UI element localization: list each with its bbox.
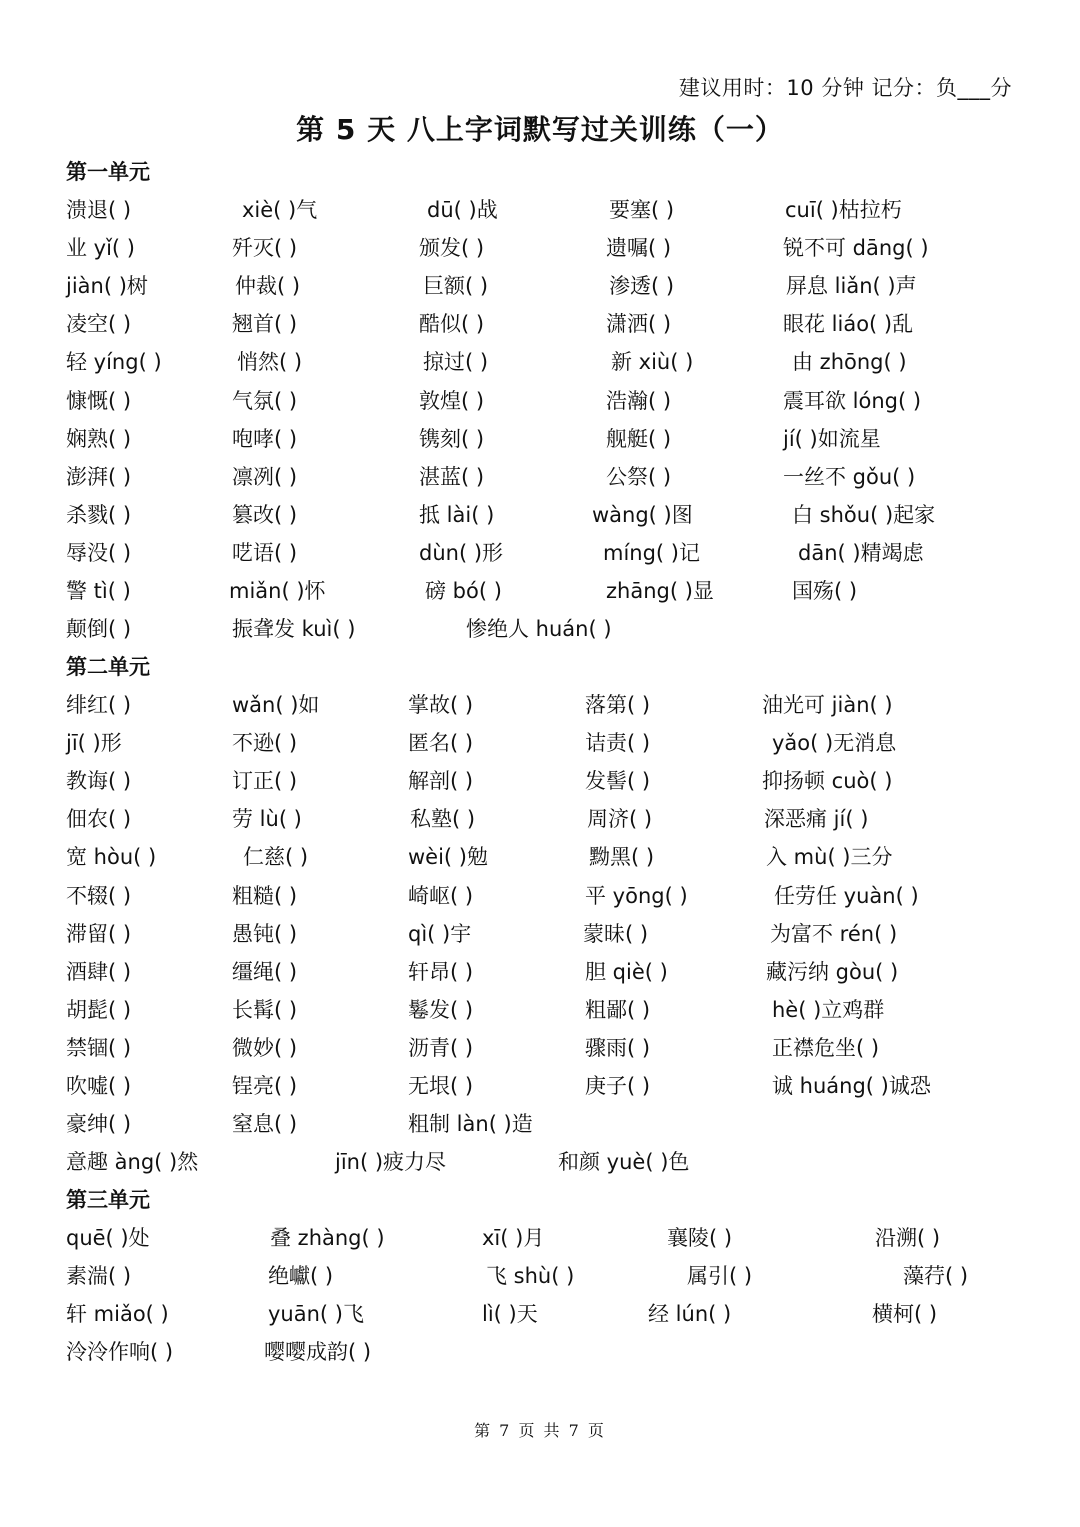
exercise-item: 泠泠作响( ) (66, 1340, 174, 1364)
exercise-item: jīn( )疲力尽 (335, 1150, 447, 1174)
exercise-row (0, 1146, 1080, 1184)
exercise-item: yuān( )飞 (268, 1302, 364, 1326)
exercise-row (0, 1070, 1080, 1108)
exercise-item: 吹嘘( ) (66, 1074, 132, 1098)
exercise-item: 凛冽( ) (232, 465, 298, 489)
exercise-row (0, 841, 1080, 879)
exercise-item: 意趣 àng( )然 (66, 1150, 199, 1174)
exercise-row (0, 613, 1080, 651)
exercise-item: 绝巘( ) (268, 1264, 334, 1288)
exercise-item: 抵 lài( ) (419, 503, 495, 527)
unit-heading: 第一单元 (66, 160, 150, 184)
exercise-item: 粗制 làn( )造 (408, 1112, 533, 1136)
exercise-item: 周济( ) (587, 807, 653, 831)
exercise-row (0, 1336, 1080, 1374)
exercise-row (0, 346, 1080, 384)
exercise-item: 素湍( ) (66, 1264, 132, 1288)
exercise-item: 舰艇( ) (606, 427, 672, 451)
exercise-item: 宽 hòu( ) (66, 845, 157, 869)
exercise-item: 公祭( ) (606, 465, 672, 489)
exercise-item: 属引( ) (687, 1264, 753, 1288)
exercise-item: 仁慈( ) (243, 845, 309, 869)
exercise-item: 庚子( ) (585, 1074, 651, 1098)
exercise-item: quē( )处 (66, 1226, 150, 1250)
exercise-item: 业 yǐ( ) (66, 236, 135, 260)
exercise-item: 辱没( ) (66, 541, 132, 565)
exercise-item: 绯红( ) (66, 693, 132, 717)
exercise-item: cuī( )枯拉朽 (785, 198, 902, 222)
exercise-row (0, 994, 1080, 1032)
exercise-item: 经 lún( ) (648, 1302, 732, 1326)
exercise-item: wèi( )勉 (408, 845, 488, 869)
exercise-item: zhāng( )显 (606, 579, 714, 603)
exercise-item: 酷似( ) (419, 312, 485, 336)
exercise-row (0, 537, 1080, 575)
exercise-item: 眼花 liáo( )乱 (783, 312, 914, 336)
exercise-item: 酒肆( ) (66, 960, 132, 984)
exercise-item: 悄然( ) (237, 350, 303, 374)
exercise-item: 遗嘱( ) (606, 236, 672, 260)
exercise-item: 轻 yíng( ) (66, 350, 162, 374)
exercise-row (0, 1108, 1080, 1146)
exercise-item: 篡改( ) (232, 503, 298, 527)
exercise-item: 凌空( ) (66, 312, 132, 336)
exercise-item: 粗糙( ) (232, 884, 298, 908)
exercise-row (0, 423, 1080, 461)
exercise-item: 抑扬顿 cuò( ) (762, 769, 893, 793)
exercise-item: yǎo( )无消息 (772, 731, 897, 755)
exercise-item: 诚 huáng( )诚恐 (772, 1074, 931, 1098)
exercise-row (0, 956, 1080, 994)
exercise-item: 劳 lù( ) (232, 807, 302, 831)
page-title: 第 5 天 八上字词默写过关训练（一） (296, 113, 784, 146)
exercise-row (0, 765, 1080, 803)
exercise-item: 颁发( ) (419, 236, 485, 260)
exercise-row (0, 270, 1080, 308)
exercise-item: 鬈发( ) (408, 998, 474, 1022)
exercise-item: dān( )精竭虑 (798, 541, 924, 565)
exercise-item: 油光可 jiàn( ) (762, 693, 893, 717)
exercise-item: 巨额( ) (423, 274, 489, 298)
exercise-item: 横柯( ) (872, 1302, 938, 1326)
exercise-item: 胡髭( ) (66, 998, 132, 1022)
exercise-item: 咆哮( ) (232, 427, 298, 451)
exercise-item: jí( )如流星 (783, 427, 881, 451)
exercise-item: 震耳欲 lóng( ) (783, 389, 922, 413)
exercise-item: 镌刻( ) (419, 427, 485, 451)
exercise-item: 气氛( ) (232, 389, 298, 413)
exercise-item: 微妙( ) (232, 1036, 298, 1060)
exercise-row (0, 308, 1080, 346)
exercise-item: xī( )月 (482, 1226, 545, 1250)
exercise-item: 入 mù( )三分 (766, 845, 893, 869)
exercise-item: 襄陵( ) (667, 1226, 733, 1250)
page-number: 第 7 页 共 7 页 (474, 1421, 606, 1440)
exercise-row (0, 880, 1080, 918)
exercise-item: 不逊( ) (232, 731, 298, 755)
exercise-item: 飞 shù( ) (486, 1264, 575, 1288)
exercise-item: 叠 zhàng( ) (270, 1226, 385, 1250)
exercise-item: 锃亮( ) (232, 1074, 298, 1098)
exercise-item: 骤雨( ) (585, 1036, 651, 1060)
exercise-item: wàng( )图 (592, 503, 693, 527)
exercise-item: 警 tì( ) (66, 579, 131, 603)
exercise-item: 任劳任 yuàn( ) (774, 884, 919, 908)
exercise-item: 颠倒( ) (66, 617, 132, 641)
exercise-row (0, 499, 1080, 537)
exercise-item: 长髯( ) (232, 998, 298, 1022)
exercise-item: 佃农( ) (66, 807, 132, 831)
exercise-item: 豪绅( ) (66, 1112, 132, 1136)
exercise-row (0, 194, 1080, 232)
exercise-item: 不辍( ) (66, 884, 132, 908)
exercise-item: wǎn( )如 (232, 693, 320, 717)
exercise-item: 澎湃( ) (66, 465, 132, 489)
exercise-item: 渗透( ) (609, 274, 675, 298)
exercise-row (0, 918, 1080, 956)
exercise-item: 潇洒( ) (606, 312, 672, 336)
exercise-item: 解剖( ) (408, 769, 474, 793)
exercise-item: 沿溯( ) (875, 1226, 941, 1250)
exercise-item: miǎn( )怀 (229, 579, 326, 603)
exercise-item: 私塾( ) (410, 807, 476, 831)
exercise-item: dū( )战 (427, 198, 498, 222)
exercise-item: 无垠( ) (408, 1074, 474, 1098)
exercise-item: 订正( ) (232, 769, 298, 793)
exercise-item: míng( )记 (603, 541, 700, 565)
exercise-item: 国殇( ) (792, 579, 858, 603)
exercise-item: 轩昂( ) (408, 960, 474, 984)
exercise-item: 溃退( ) (66, 198, 132, 222)
exercise-item: 深恶痛 jí( ) (764, 807, 869, 831)
exercise-item: qì( )宇 (408, 922, 472, 946)
exercise-item: xiè( )气 (242, 198, 318, 222)
exercise-row (0, 232, 1080, 270)
exercise-item: 慷慨( ) (66, 389, 132, 413)
exercise-item: 崎岖( ) (408, 884, 474, 908)
exercise-item: 滞留( ) (66, 922, 132, 946)
exercise-item: 白 shǒu( )起家 (792, 503, 936, 527)
exercise-item: 诘责( ) (585, 731, 651, 755)
exercise-item: 杀戮( ) (66, 503, 132, 527)
exercise-item: 正襟危坐( ) (772, 1036, 880, 1060)
exercise-item: 仲裁( ) (235, 274, 301, 298)
exercise-item: 藻荇( ) (903, 1264, 969, 1288)
exercise-row (0, 727, 1080, 765)
exercise-item: 为富不 rén( ) (770, 922, 898, 946)
exercise-item: 胆 qiè( ) (585, 960, 668, 984)
exercise-item: 蒙昧( ) (583, 922, 649, 946)
exercise-item: 锐不可 dāng( ) (783, 236, 929, 260)
exercise-row (0, 803, 1080, 841)
exercise-row (0, 1298, 1080, 1336)
exercise-item: hè( )立鸡群 (772, 998, 885, 1022)
exercise-item: 和颜 yuè( )色 (558, 1150, 690, 1174)
exercise-item: 缰绳( ) (232, 960, 298, 984)
exercise-item: 屏息 liǎn( )声 (786, 274, 917, 298)
unit-heading: 第三单元 (66, 1188, 150, 1212)
exercise-item: 要塞( ) (609, 198, 675, 222)
exercise-item: 磅 bó( ) (425, 579, 502, 603)
exercise-item: 匿名( ) (408, 731, 474, 755)
exercise-item: dùn( )形 (419, 541, 504, 565)
exercise-row (0, 1260, 1080, 1298)
exercise-row (0, 1032, 1080, 1070)
exercise-item: 浩瀚( ) (606, 389, 672, 413)
exercise-item: 歼灭( ) (232, 236, 298, 260)
exercise-item: 发髻( ) (585, 769, 651, 793)
exercise-item: 黝黑( ) (589, 845, 655, 869)
exercise-item: 愚钝( ) (232, 922, 298, 946)
exercise-row (0, 461, 1080, 499)
exercise-item: 平 yōng( ) (585, 884, 688, 908)
exercise-item: 掌故( ) (408, 693, 474, 717)
exercise-item: 藏污纳 gòu( ) (766, 960, 899, 984)
time-score-info: 建议用时：10 分钟 记分：负___分 (678, 76, 1012, 100)
exercise-item: 轩 miǎo( ) (66, 1302, 169, 1326)
exercise-item: 新 xiù( ) (611, 350, 694, 374)
exercise-row (0, 689, 1080, 727)
exercise-row (0, 385, 1080, 423)
unit-heading: 第二单元 (66, 655, 150, 679)
exercise-item: 湛蓝( ) (419, 465, 485, 489)
exercise-item: 禁锢( ) (66, 1036, 132, 1060)
exercise-item: 沥青( ) (408, 1036, 474, 1060)
exercise-item: 教诲( ) (66, 769, 132, 793)
exercise-item: 粗鄙( ) (585, 998, 651, 1022)
exercise-item: 由 zhōng( ) (792, 350, 907, 374)
exercise-item: 娴熟( ) (66, 427, 132, 451)
exercise-item: jiàn( )树 (66, 274, 148, 298)
exercise-item: 一丝不 gǒu( ) (783, 465, 916, 489)
exercise-item: lì( )天 (482, 1302, 538, 1326)
exercise-item: jī( )形 (66, 731, 122, 755)
exercise-item: 嘤嘤成韵( ) (264, 1340, 372, 1364)
exercise-item: 呓语( ) (232, 541, 298, 565)
exercise-item: 敦煌( ) (419, 389, 485, 413)
exercise-row (0, 1222, 1080, 1260)
exercise-item: 窒息( ) (232, 1112, 298, 1136)
exercise-item: 落第( ) (585, 693, 651, 717)
exercise-item: 振聋发 kuì( ) (232, 617, 356, 641)
exercise-item: 掠过( ) (423, 350, 489, 374)
exercise-item: 惨绝人 huán( ) (466, 617, 612, 641)
exercise-item: 翘首( ) (232, 312, 298, 336)
exercise-row (0, 575, 1080, 613)
